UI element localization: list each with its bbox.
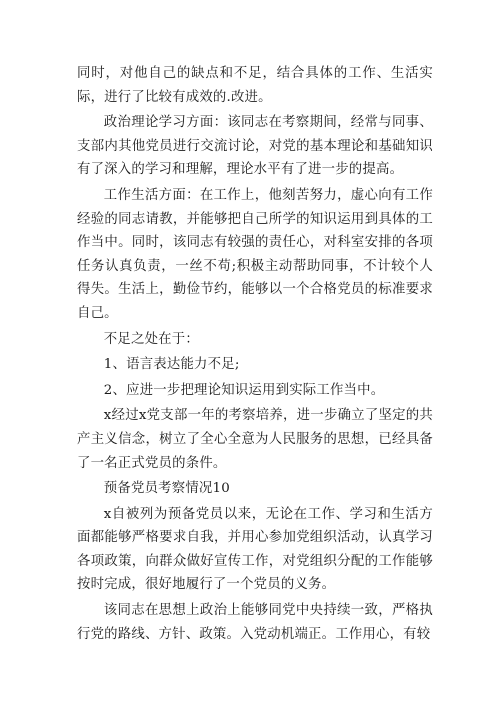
paragraph-political-study: 政治理论学习方面：该同志在考察期间，经常与同事、支部内其他党员进行交流讨论，对党的基本理论和基础知识有了深入的学习和理解，理论水平有了进一步的提高。: [77, 115, 433, 178]
paragraph-conclusion: x经过x党支部一年的考察培养，进一步确立了坚定的共产主义信念，树立了全心全意为人民服务的思想，已经具备了一名正式党员的条件。: [77, 408, 433, 471]
list-item-shortcoming-1: 1、语言表达能力不足;: [103, 357, 240, 373]
list-item-shortcoming-2: 2、应进一步把理论知识运用到实际工作当中。: [103, 382, 385, 398]
paragraph-work-life: 工作生活方面：在工作上，他刻苦努力，虚心向有工作经验的同志请教，并能够把自己所学的知识运用到具体的工作当中。同时，该同志有较强的责任心，对科室安排的各项任务认真负责，一丝不苟;积极主动帮助同事，不计较个人得失。生活上，勤俭节约，能够以一个合格党员的标准要求自己。: [77, 187, 433, 321]
document-body: [77, 62, 433, 648]
paragraph-ideology: 该同志在思想上政治上能够同党中央持续一致，严格执行党的路线、方针、政策。入党动机端正。工作用心，有较: [77, 603, 433, 642]
paragraph-section-intro: x自被列为预备党员以来，无论在工作、学习和生活方面都能够严格要求自我，并用心参加党组织活动，认真学习各项政策，向群众做好宣传工作，对党组织分配的工作能够按时完成，很好地履行了一个党员的义务。: [77, 506, 433, 593]
paragraph-shortcomings-heading: 不足之处在于：: [103, 331, 199, 347]
paragraph-continuation: 同时，对他自己的缺点和不足，结合具体的工作、生活实际，进行了比较有成效的.改进。: [77, 66, 433, 105]
section-heading: 预备党员考察情况10: [103, 481, 230, 497]
